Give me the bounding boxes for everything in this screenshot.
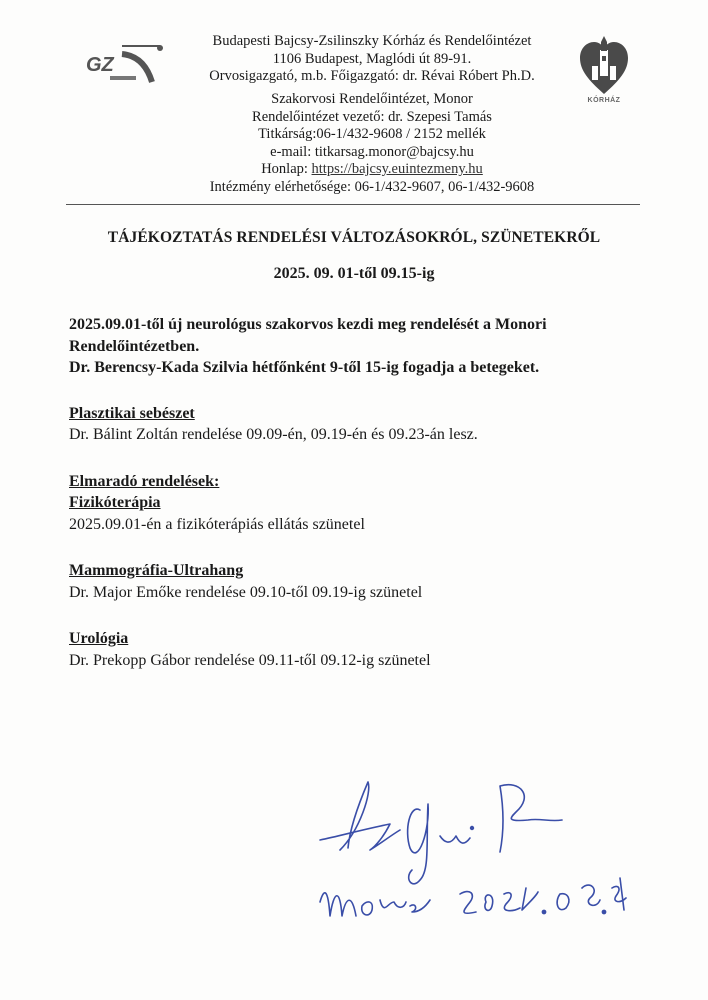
- lead-line: Dr. Berencsy-Kada Szilvia hétfőnként 9-től 15-ig fogadja a betegeket.: [69, 359, 540, 376]
- header-line: Orvosigazgató, m.b. Főigazgató: dr. Révai Róbert Ph.D.: [209, 68, 535, 85]
- section-text-physiotherapy: 2025.09.01-én a fizikóterápiás ellátás szünetel: [69, 515, 365, 533]
- header-divider: [66, 204, 640, 205]
- letterhead: [0, 0, 708, 210]
- homepage-line: [172, 161, 572, 179]
- handwritten-signature: [300, 770, 640, 940]
- logo-right-text: KÓRHÁZ: [587, 97, 621, 104]
- clinic-contact-block: [172, 91, 572, 197]
- lead-announcement: [69, 314, 649, 379]
- header-line: e-mail: titkarsag.monor@bajcsy.hu: [270, 143, 474, 160]
- homepage-link[interactable]: https://bajcsy.euintezmeny.hu: [311, 161, 483, 178]
- hospital-logo-left: [82, 42, 164, 86]
- heart-tower-icon: [578, 36, 630, 96]
- section-text-mammography: Dr. Major Emőke rendelése 09.10-től 09.19-ig szünetel: [69, 583, 423, 601]
- header-line: 1106 Budapest, Maglódi út 89-91.: [272, 50, 472, 67]
- header-line: Budapesti Bajcsy-Zsilinszky Kórház és Rendelőintézet: [212, 33, 532, 49]
- section-heading-mammography: Mammográfia-Ultrahang: [69, 562, 244, 579]
- header-line: Titkárság:06-1/432-9608 / 2152 mellék: [258, 126, 486, 143]
- document-title: TÁJÉKOZTATÁS RENDELÉSI VÁLTOZÁSOKRÓL, SZÜNETEKRŐL: [107, 229, 601, 246]
- section-text-plastic-surgery: Dr. Bálint Zoltán rendelése 09.09-én, 09.19-én és 09.23-án lesz.: [69, 426, 478, 443]
- header-line: Szakorvosi Rendelőintézet, Monor: [271, 91, 473, 107]
- homepage-label: Honlap:: [261, 161, 308, 178]
- section-text-urology: Dr. Prekopp Gábor rendelése 09.11-től 09.12-ig szünetel: [69, 651, 431, 669]
- institution-contact: Intézmény elérhetősége: 06-1/432-9607, 06-1/432-9608: [209, 178, 535, 195]
- section-heading-physiotherapy: Fizikóterápia: [69, 494, 161, 511]
- lead-line: Rendelőintézetben.: [69, 337, 200, 355]
- hospital-logo-right: [578, 36, 630, 108]
- cancelled-heading: Elmaradó rendelések:: [69, 472, 220, 490]
- document-body: [69, 314, 649, 671]
- hospital-address-block: [172, 33, 572, 86]
- section-heading-urology: Urológia: [69, 630, 129, 647]
- date-range: 2025. 09. 01-től 09.15-ig: [273, 265, 435, 282]
- section-heading-plastic-surgery: Plasztikai sebészet: [69, 404, 195, 422]
- header-line: Rendelőintézet vezető: dr. Szepesi Tamás: [252, 108, 492, 125]
- logo-left-text: GZ: [86, 54, 114, 76]
- lead-line: 2025.09.01-től új neurológus szakorvos kezdi meg rendelését a Monori: [69, 316, 547, 333]
